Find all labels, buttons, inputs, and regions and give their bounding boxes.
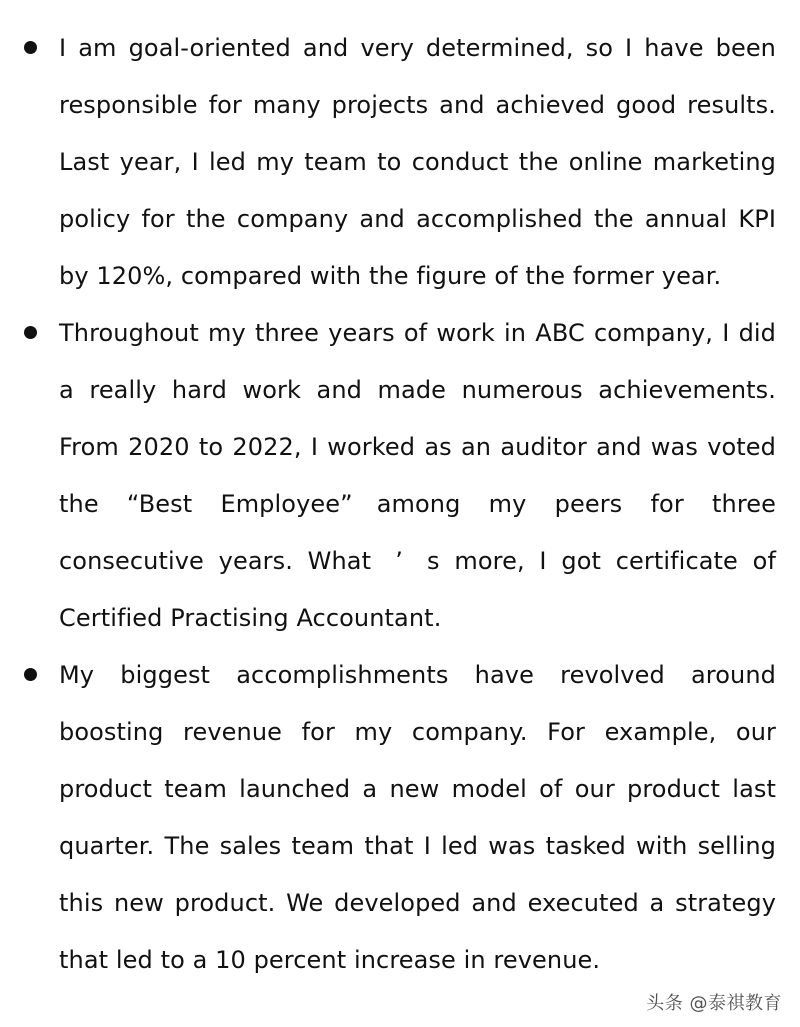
bullet-text: My biggest accomplishments have revolved around boosting revenue for my company. For example, our product team launched a new model of our product last quarter. The sales team that I led was tasked with selling this new product. We developed and executed a strategy that led to a 10 percent increase in revenue.	[59, 661, 776, 974]
bullet-item-accomplishments	[0, 647, 800, 989]
document-body	[0, 20, 800, 989]
watermark: 头条 @泰祺教育	[646, 993, 782, 1014]
bullet-dot-icon	[24, 41, 37, 54]
bullet-item-goal-oriented	[0, 20, 800, 305]
bullet-text: I am goal-oriented and very determined, so I have been responsible for many projects and achieved good results. Last year, I led my team to conduct the online marketing policy for the company and accomplished the annual KPI by 120%, compared with the figure of the former year.	[59, 34, 776, 290]
bullet-dot-icon	[24, 668, 37, 681]
bullet-dot-icon	[24, 326, 37, 339]
bullet-text: Throughout my three years of work in ABC company, I did a really hard work and made numerous achievements. From 2020 to 2022, I worked as an auditor and was voted the “Best Employee” among my peers for three consecutive years. What ’ s more, I got certificate of Certified Practising Accountant.	[59, 319, 776, 632]
bullet-item-abc-company	[0, 305, 800, 647]
